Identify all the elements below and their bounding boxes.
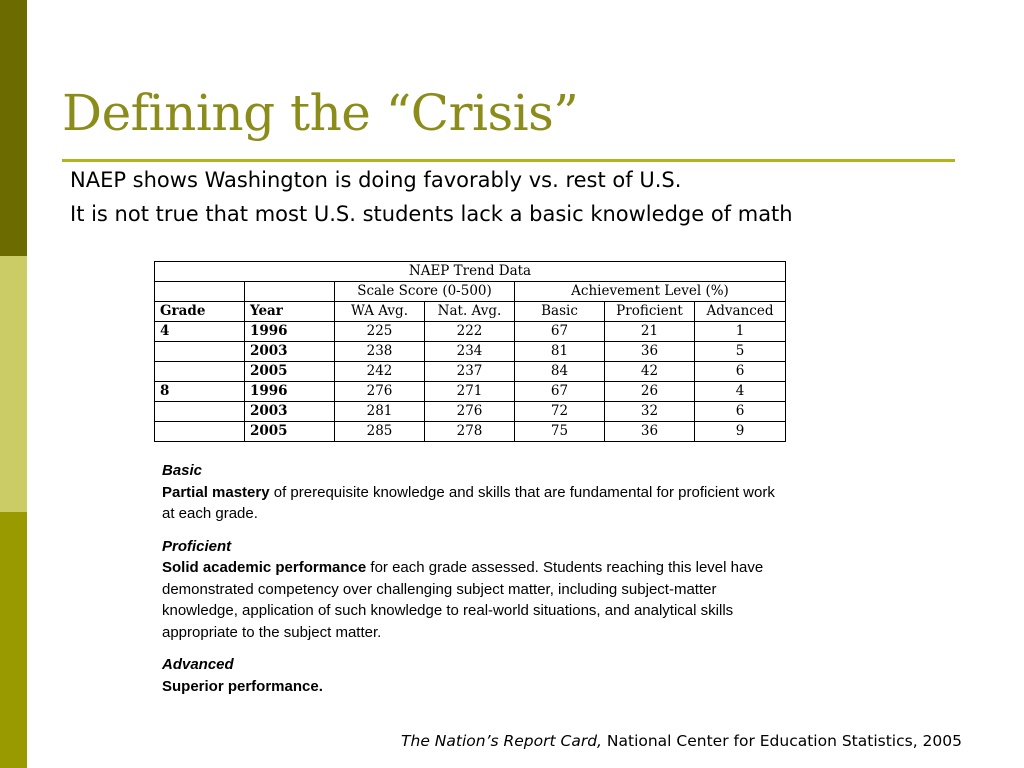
table-cell-nat: 276 bbox=[425, 402, 515, 422]
table-cell-wa: 281 bbox=[335, 402, 425, 422]
table-row bbox=[155, 422, 786, 442]
definition-advanced bbox=[162, 654, 782, 697]
slide-title: Defining the “Crisis” bbox=[62, 84, 579, 142]
table-cell-wa: 238 bbox=[335, 342, 425, 362]
table-cell-year: 2005 bbox=[245, 362, 335, 382]
table-cell-advanced: 4 bbox=[695, 382, 786, 402]
table-row bbox=[155, 362, 786, 382]
table-row bbox=[155, 322, 786, 342]
table-cell-nat: 222 bbox=[425, 322, 515, 342]
definition-rest: of prerequisite knowledge and skills that are fundamental for proficient work at each grade. bbox=[162, 483, 775, 522]
definition-text bbox=[162, 676, 782, 698]
table-caption-row bbox=[155, 262, 786, 282]
table-cell-basic: 67 bbox=[515, 382, 605, 402]
definition-proficient bbox=[162, 536, 782, 644]
table-cell-basic: 75 bbox=[515, 422, 605, 442]
table-cell-year: 1996 bbox=[245, 382, 335, 402]
definition-term: Proficient bbox=[162, 537, 232, 555]
source-publication: The Nation’s Report Card, bbox=[401, 732, 602, 750]
table-cell-nat: 278 bbox=[425, 422, 515, 442]
definition-emphasis: Superior performance. bbox=[162, 677, 323, 695]
column-header: WA Avg. bbox=[335, 302, 425, 322]
table-cell-basic: 84 bbox=[515, 362, 605, 382]
definition-emphasis: Solid academic performance bbox=[162, 559, 367, 576]
table-cell-wa: 285 bbox=[335, 422, 425, 442]
table-cell-proficient: 42 bbox=[605, 362, 695, 382]
table-cell-year: 1996 bbox=[245, 322, 335, 342]
column-header: Nat. Avg. bbox=[425, 302, 515, 322]
definition-text bbox=[162, 482, 782, 525]
table-group-header-row bbox=[155, 282, 786, 302]
table-cell-wa: 225 bbox=[335, 322, 425, 342]
column-header: Advanced bbox=[695, 302, 786, 322]
table-cell-nat: 234 bbox=[425, 342, 515, 362]
table-cell-basic: 72 bbox=[515, 402, 605, 422]
sidebar-segment-top bbox=[0, 0, 27, 256]
table-cell-grade bbox=[155, 362, 245, 382]
bullet-2: It is not true that most U.S. students lack a basic knowledge of math bbox=[70, 202, 793, 226]
table-cell-basic: 67 bbox=[515, 322, 605, 342]
group-header-empty bbox=[245, 282, 335, 302]
table-cell-year: 2003 bbox=[245, 342, 335, 362]
table-cell-advanced: 9 bbox=[695, 422, 786, 442]
table-caption: NAEP Trend Data bbox=[155, 262, 786, 282]
column-header: Year bbox=[245, 302, 335, 322]
source-publisher: National Center for Education Statistics, 2005 bbox=[601, 732, 962, 750]
table-cell-nat: 271 bbox=[425, 382, 515, 402]
table-row bbox=[155, 402, 786, 422]
sidebar-accent bbox=[0, 0, 27, 768]
table-cell-grade: 4 bbox=[155, 322, 245, 342]
sidebar-segment-middle bbox=[0, 256, 27, 512]
definition-term: Advanced bbox=[162, 656, 234, 673]
table-cell-wa: 276 bbox=[335, 382, 425, 402]
definition-rest: for each grade assessed. Students reaching this level have demonstrated competency over challenging subject matter, including subject-matter knowledge, application of such knowledge to real-world situations, and analytical skills appropriate to the subject matter. bbox=[162, 559, 764, 641]
definition-emphasis: Partial mastery bbox=[162, 483, 270, 501]
table-cell-proficient: 36 bbox=[605, 422, 695, 442]
table-column-header-row bbox=[155, 302, 786, 322]
naep-trend-table bbox=[154, 261, 786, 442]
table-cell-proficient: 36 bbox=[605, 342, 695, 362]
table-cell-year: 2005 bbox=[245, 422, 335, 442]
definition-term: Basic bbox=[162, 462, 203, 479]
column-header: Basic bbox=[515, 302, 605, 322]
table-cell-wa: 242 bbox=[335, 362, 425, 382]
table-cell-proficient: 32 bbox=[605, 402, 695, 422]
group-header-scale: Scale Score (0-500) bbox=[335, 282, 515, 302]
table-cell-advanced: 6 bbox=[695, 362, 786, 382]
level-definitions bbox=[162, 460, 782, 708]
group-header-achievement: Achievement Level (%) bbox=[515, 282, 786, 302]
table-cell-nat: 237 bbox=[425, 362, 515, 382]
table-cell-grade bbox=[155, 342, 245, 362]
table-cell-advanced: 5 bbox=[695, 342, 786, 362]
column-header: Grade bbox=[155, 302, 245, 322]
title-divider bbox=[62, 159, 955, 162]
table-row bbox=[155, 342, 786, 362]
column-header: Proficient bbox=[605, 302, 695, 322]
table-cell-grade: 8 bbox=[155, 382, 245, 402]
table-cell-year: 2003 bbox=[245, 402, 335, 422]
table-cell-advanced: 6 bbox=[695, 402, 786, 422]
group-header-empty bbox=[155, 282, 245, 302]
source-citation bbox=[401, 732, 962, 750]
table-cell-basic: 81 bbox=[515, 342, 605, 362]
sidebar-segment-bottom bbox=[0, 512, 27, 768]
table-cell-grade bbox=[155, 402, 245, 422]
bullet-1: NAEP shows Washington is doing favorably vs. rest of U.S. bbox=[70, 168, 682, 192]
table-cell-grade bbox=[155, 422, 245, 442]
table-cell-proficient: 26 bbox=[605, 382, 695, 402]
table-cell-advanced: 1 bbox=[695, 322, 786, 342]
definition-basic bbox=[162, 460, 782, 525]
table-row bbox=[155, 382, 786, 402]
definition-text bbox=[162, 557, 782, 643]
table-cell-proficient: 21 bbox=[605, 322, 695, 342]
